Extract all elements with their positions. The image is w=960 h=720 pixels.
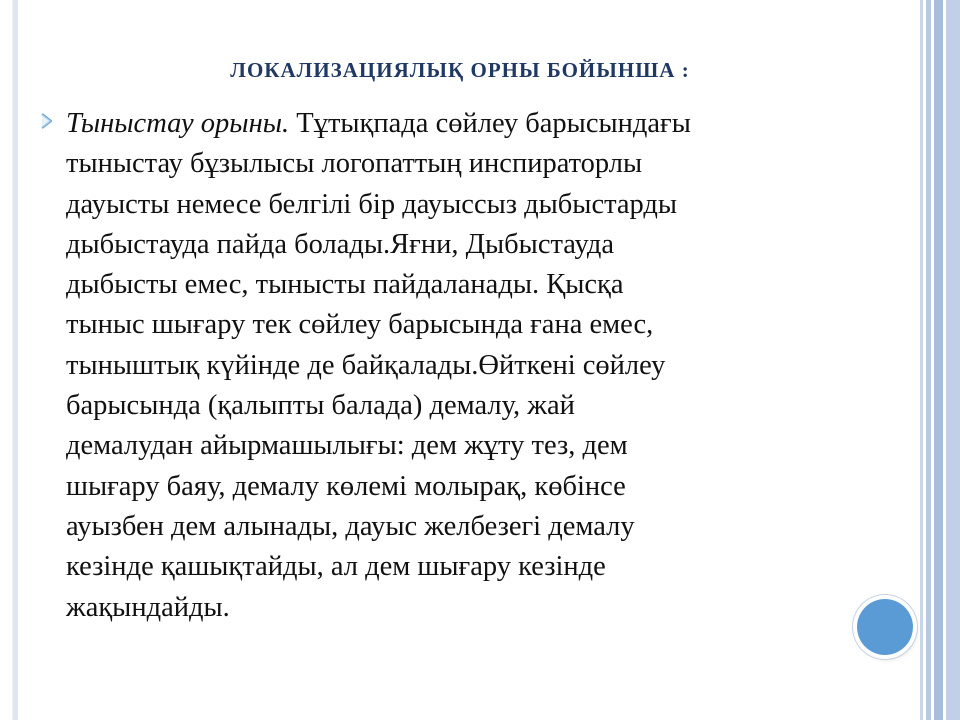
decor-bar [920,0,923,720]
text-line: барысында (қалыпты балада) демалу, жай [66,390,575,422]
text-line: тыныс шығару тек сөйлеу барысында ғана емес, [66,309,654,341]
text-line: Тұтықпада сөйлеу барысындағы [289,108,691,139]
right-decorative-bars [920,0,960,720]
text-line: тыныстау бұзылысы логопаттың инспираторлы [66,148,643,180]
slide-title: ЛОКАЛИЗАЦИЯЛЫҚ ОРНЫ БОЙЫНША : [230,58,690,82]
text-line: шығару баяу, демалу көлемі молырақ, көбінсе [66,470,626,502]
text-line: дыбысты емес, тынысты пайдаланады. Қысқа [66,269,624,301]
left-border-stripe [12,0,18,720]
text-line: демалудан айырмашылығы: дем жұту тез, дем [66,430,628,462]
chevron-arrow-icon [40,112,54,130]
text-line: дыбыстауда пайда болады.Яғни, Дыбыстауда [66,228,615,260]
text-line: ауызбен дем алынады, дауыс желбезегі демалу [66,510,635,542]
decor-bar [926,0,931,720]
decor-bar [946,0,960,720]
text-line: тыныштық күйінде де байқалады.Өйткені сөйлеу [66,349,666,381]
bullet-text [66,104,870,628]
decor-bar [934,0,943,720]
slide-content [40,104,870,628]
text-line: дауысты немесе белгілі бір дауыссыз дыбыстарды [66,188,678,220]
bullet-item [40,104,870,628]
text-line: жақындайды. [66,591,230,623]
text-line: кезінде қашықтайды, ал дем шығару кезінде [66,551,606,583]
bullet-lead: Тыныстау орыны. [66,108,290,139]
